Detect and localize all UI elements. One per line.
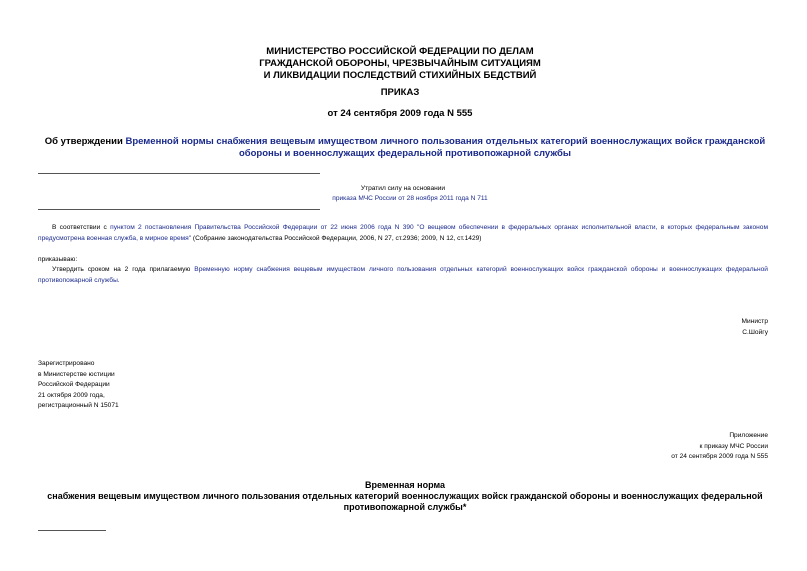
appendix-line-2: к приказу МЧС России [699, 442, 768, 450]
title-prefix: Об утверждении [44, 136, 126, 147]
signature-block [568, 317, 768, 338]
document-title [30, 136, 780, 160]
order-link[interactable]: Временную норму снабжения вещевым имуществом личного пользования отдельных категорий военнослужащих войск гражданской обороны и военнослужащих федеральной противопожарной службы. [38, 266, 768, 284]
ministry-line-2: ГРАЖДАНСКОЙ ОБОРОНЫ, ЧРЕЗВЫЧАЙНЫМ СИТУАЦИЯМ [259, 58, 541, 69]
preamble-text-1: В соответствии с [52, 224, 111, 231]
signature-position: Министр [741, 318, 768, 325]
document-header [100, 46, 700, 82]
ministry-line-1: МИНИСТЕРСТВО РОССИЙСКОЙ ФЕДЕРАЦИИ ПО ДЕЛАМ [266, 46, 534, 57]
norm-title [40, 480, 770, 513]
appendix-line-3: от 24 сентября 2009 года N 555 [671, 453, 768, 460]
preamble-text-2: (Собрание законодательства Российской Федерации, 2006, N 27, ст.2936; 2009, N 12, ст.1429) [191, 234, 482, 242]
registration-line-1: Зарегистрировано [38, 360, 95, 367]
signature-name: С.Шойгу [742, 328, 768, 336]
order-label: приказываю: [38, 256, 78, 263]
doc-date: от 24 сентября 2009 года N 555 [327, 108, 473, 119]
registration-line-2: в Министерстве юстиции [38, 370, 115, 378]
registration-line-3: Российской Федерации [38, 381, 110, 388]
registration-line-4: 21 октября 2009 года, [38, 391, 105, 399]
norm-title-line-3: противопожарной службы* [343, 502, 467, 512]
status-link[interactable]: приказа МЧС России от 28 ноября 2011 года N 711 [332, 195, 488, 202]
appendix-block [568, 431, 768, 463]
norm-title-line-1: Временная норма [364, 480, 446, 490]
norm-title-line-2: снабжения вещевым имуществом личного пользования отдельных категорий военнослужащих войск гражданской обороны и военнослужащих федеральной [47, 491, 763, 501]
ministry-line-3: И ЛИКВИДАЦИИ ПОСЛЕДСТВИЙ СТИХИЙНЫХ БЕДСТВИЙ [263, 70, 537, 81]
preamble-link[interactable]: пунктом 2 постановления Правительства Российской Федерации от 22 июня 2006 года N 390 "О вещевом обеспечении в федеральных органах исполнительной власти, в которых федеральным законом предусмотрена военная служба, в мирное время" [38, 224, 768, 242]
divider-bottom [38, 209, 320, 210]
title-link[interactable]: Временной нормы снабжения вещевым имуществом личного пользования отдельных категорий военнослужащих войск гражданской обороны и военнослужащих федеральной противопожарной службы [125, 136, 766, 159]
doc-type: ПРИКАЗ [380, 87, 420, 98]
order-paragraph [38, 265, 768, 286]
registration-block [38, 359, 119, 412]
appendix-line-1: Приложение [729, 432, 768, 439]
status-line: Утратил силу на основании [360, 185, 446, 192]
footnote-divider [38, 530, 106, 531]
order-text: Утвердить сроком на 2 года прилагаемую [52, 266, 195, 273]
registration-line-5: регистрационный N 15071 [38, 402, 119, 409]
preamble-paragraph [38, 223, 768, 244]
divider-top [38, 173, 320, 174]
